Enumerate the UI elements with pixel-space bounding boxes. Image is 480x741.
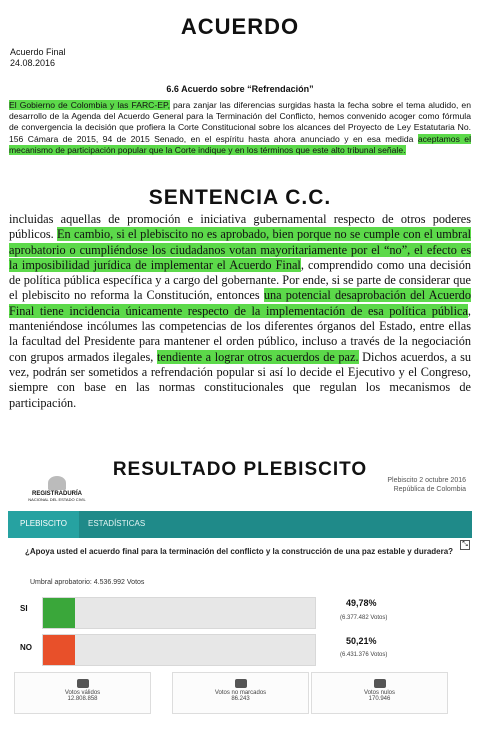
- section-title: 6.6 Acuerdo sobre “Refrendación”: [166, 84, 314, 94]
- valid-votes-value: 12.808.858: [67, 696, 98, 702]
- umbral-text: Umbral aprobatorio: 4.536.992 Votos: [30, 579, 145, 586]
- paragraph-text: incluidas aquellas de promoción e iniciativa gubernamental respecto de otros poderes públicos.: [9, 212, 471, 242]
- highlight-disapproval: una potencial desaprobación del Acuerdo Final tiene incidencia únicamente respecto de la implementación de esa política pública: [9, 288, 471, 318]
- unmarked-votes-box: [172, 672, 309, 714]
- country-name: República de Colombia: [393, 486, 466, 493]
- unmarked-votes-value: 86.243: [231, 696, 250, 702]
- tab-plebiscito[interactable]: PLEBISCITO: [8, 511, 79, 538]
- ballot-question: ¿Apoya usted el acuerdo final para la terminación del conflicto y la construcción de una paz estable y duradera?: [24, 547, 454, 556]
- si-percent: 49,78%: [346, 598, 377, 608]
- seal-icon: [48, 476, 66, 490]
- document-name: Acuerdo Final: [10, 47, 66, 57]
- no-bar-fill: [43, 635, 75, 665]
- ballot-box-icon: [374, 679, 386, 688]
- highlight-not-approved: En cambio, si el plebiscito no es aprobado, bien porque no se cumple con el umbral aprobatorio o cumpliéndose los ciudadanos votan mayoritariamente por el “no”, el efecto es la imposibilidad jurídica de implementar el Acuerdo Final: [9, 227, 471, 272]
- valid-votes-box: [14, 672, 151, 714]
- si-votes: (6.377.482 Votos): [340, 615, 388, 621]
- paragraph-text: , comprendido como una decisión de política pública específica y a cargo del gobernante. Por ende, si se parte de considerar que el plebiscito no reforma la Constitución, entonces: [9, 257, 471, 303]
- null-votes-box: [311, 672, 448, 714]
- page-title: ACUERDO: [180, 14, 300, 39]
- no-label: NO: [20, 643, 32, 652]
- highlight-mechanism: aceptamos el mecanismo de participación popular que la Corte indique y en los términos que este alto tribunal señale.: [9, 133, 471, 155]
- document-date: 24.08.2016: [10, 58, 56, 68]
- ballot-box-icon: [235, 679, 247, 688]
- document-meta: [10, 47, 66, 69]
- registry-subtitle: NACIONAL DEL ESTADO CIVIL: [28, 497, 86, 502]
- si-bar-fill: [43, 598, 75, 628]
- registraduria-logo: [12, 476, 102, 502]
- paragraph-text: para zanjar las diferencias surgidas hasta la fecha sobre el tema aludido, en desarrollo de la Agenda del Acuerdo General para la Terminación del Conflicto, hemos convenido acoger como fórmula de convergencia la decisión que profiera la Corte Constitucional sobre los alcances del Proyecto de Ley Estatutaria No. 156 Cámara de 2015, 94 de 2015 Senado, en el espíritu hasta ahora anunciado y en esa medida: [9, 100, 471, 144]
- expand-icon[interactable]: ⤡: [460, 540, 470, 550]
- tab-estadisticas[interactable]: ESTADÍSTICAS: [88, 519, 146, 528]
- no-percent: 50,21%: [346, 636, 377, 646]
- sentencia-paragraph: [9, 212, 471, 411]
- null-votes-value: 170.946: [368, 696, 391, 702]
- results-nav: [8, 511, 472, 538]
- paragraph-text: , manteniéndose incólumes las competencias de los diferentes órganos del Estado, entre ellas la facultad del Presidente para mantener el orden público, incluso a través de la negociación con grupos armados ilegales,: [9, 303, 471, 364]
- unmarked-votes-label: Votos no marcados: [214, 690, 267, 696]
- resultado-heading: RESULTADO PLEBISCITO: [112, 459, 368, 480]
- si-bar: [42, 597, 316, 629]
- highlight-peace: tendiente a lograr otros acuerdos de paz.: [156, 349, 359, 364]
- si-label: SI: [20, 604, 28, 613]
- highlight-parties: El Gobierno de Colombia y las FARC-EP,: [9, 100, 170, 110]
- ballot-box-icon: [77, 679, 89, 688]
- valid-votes-label: Votos válidos: [64, 690, 101, 696]
- agreement-paragraph: [9, 100, 471, 156]
- plebiscito-date: Plebiscito 2 octubre 2016: [387, 477, 466, 484]
- no-votes: (6.431.376 Votos): [340, 652, 388, 658]
- sentencia-heading: SENTENCIA C.C.: [148, 186, 332, 209]
- paragraph-text: Dichos acuerdos, a su vez, podrán ser sometidos a refrendación popular si así lo decide el Ejecutivo y el Congreso, siempre con base en las normas constitucionales que regulan los mecanismos de participación.: [9, 349, 472, 410]
- no-bar: [42, 634, 316, 666]
- null-votes-label: Votos nulos: [363, 690, 396, 696]
- plebiscito-info: [387, 476, 466, 494]
- registry-name: REGISTRADURÍA: [31, 491, 82, 497]
